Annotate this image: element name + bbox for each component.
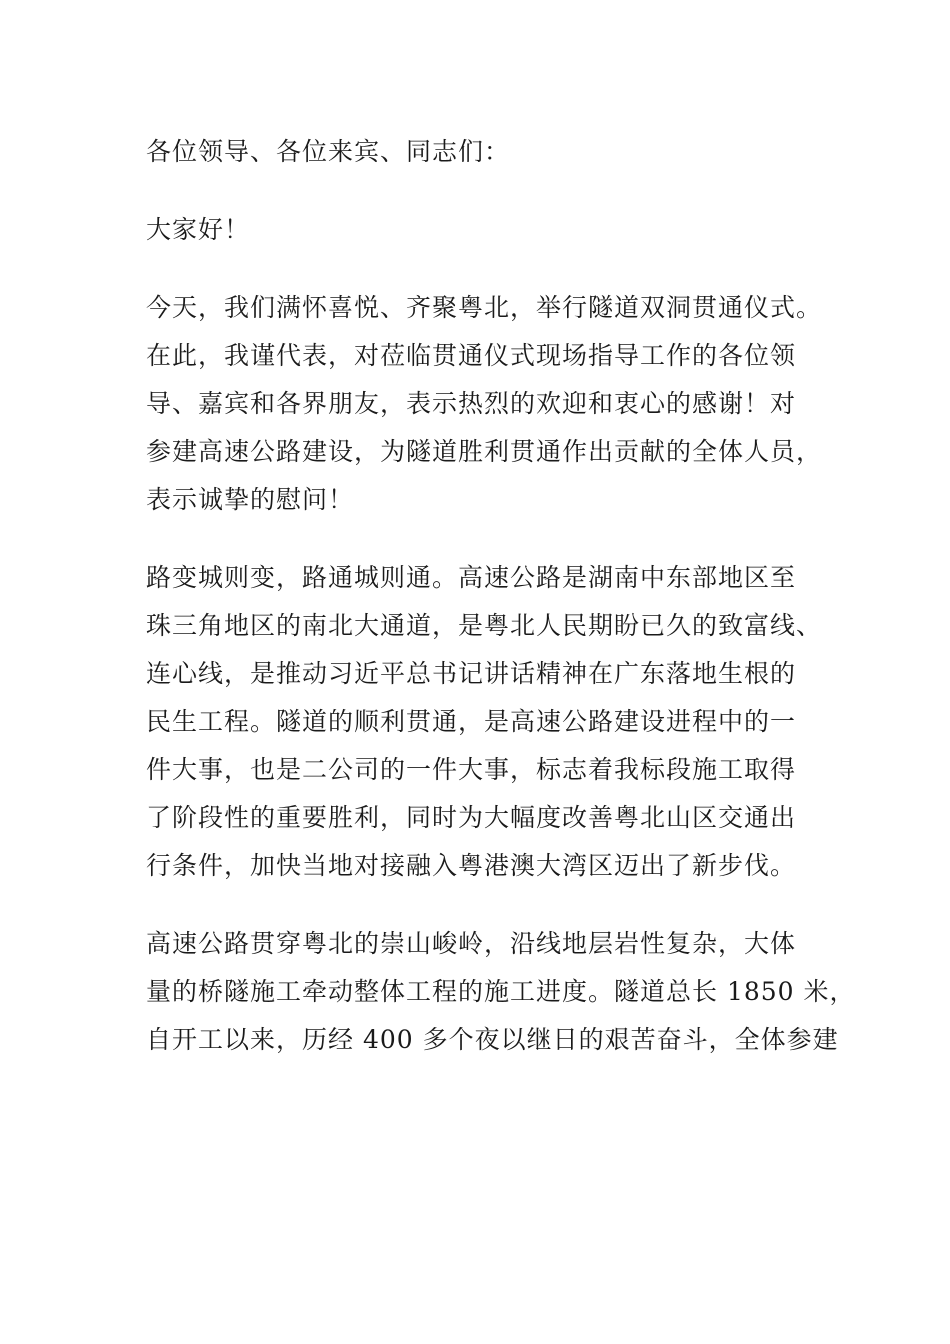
paragraph-line: 民生工程。隧道的顺利贯通，是高速公路建设进程中的一 <box>146 707 797 736</box>
salutation: 各位领导、各位来宾、同志们： <box>146 137 511 166</box>
paragraph-line: 量的桥隧施工牵动整体工程的施工进度。隧道总长 1850 米， <box>146 977 856 1006</box>
greeting: 大家好！ <box>146 215 251 244</box>
paragraph-2 <box>146 554 823 890</box>
paragraph-line: 参建高速公路建设，为隧道胜利贯通作出贡献的全体人员， <box>146 437 823 466</box>
paragraph-line: 珠三角地区的南北大通道，是粤北人民期盼已久的致富线、 <box>146 611 823 640</box>
paragraph-line: 导、嘉宾和各界朋友，表示热烈的欢迎和衷心的感谢！对 <box>146 389 797 418</box>
paragraph-gap <box>146 524 811 554</box>
paragraph-line: 路变城则变，路通城则通。高速公路是湖南中东部地区至 <box>146 563 797 592</box>
paragraph-line: 行条件，加快当地对接融入粤港澳大湾区迈出了新步伐。 <box>146 851 797 880</box>
paragraph-gap <box>146 254 811 284</box>
paragraph-line: 今天，我们满怀喜悦、齐聚粤北，举行隧道双洞贯通仪式。 <box>146 293 823 322</box>
paragraph-1 <box>146 284 823 524</box>
paragraph-gap <box>146 176 811 206</box>
paragraph-line: 高速公路贯穿粤北的崇山峻岭，沿线地层岩性复杂，大体 <box>146 929 797 958</box>
paragraph-line: 自开工以来，历经 400 多个夜以继日的艰苦奋斗，全体参建 <box>146 1025 839 1054</box>
paragraph-gap <box>146 890 811 920</box>
paragraph-3 <box>146 920 856 1064</box>
paragraph-line: 件大事，也是二公司的一件大事，标志着我标段施工取得 <box>146 755 797 784</box>
document-page <box>146 128 856 1064</box>
paragraph-line: 了阶段性的重要胜利，同时为大幅度改善粤北山区交通出 <box>146 803 797 832</box>
paragraph-line: 连心线，是推动习近平总书记讲话精神在广东落地生根的 <box>146 659 797 688</box>
paragraph-line: 表示诚挚的慰问！ <box>146 485 355 514</box>
paragraph-line: 在此，我谨代表，对莅临贯通仪式现场指导工作的各位领 <box>146 341 797 370</box>
